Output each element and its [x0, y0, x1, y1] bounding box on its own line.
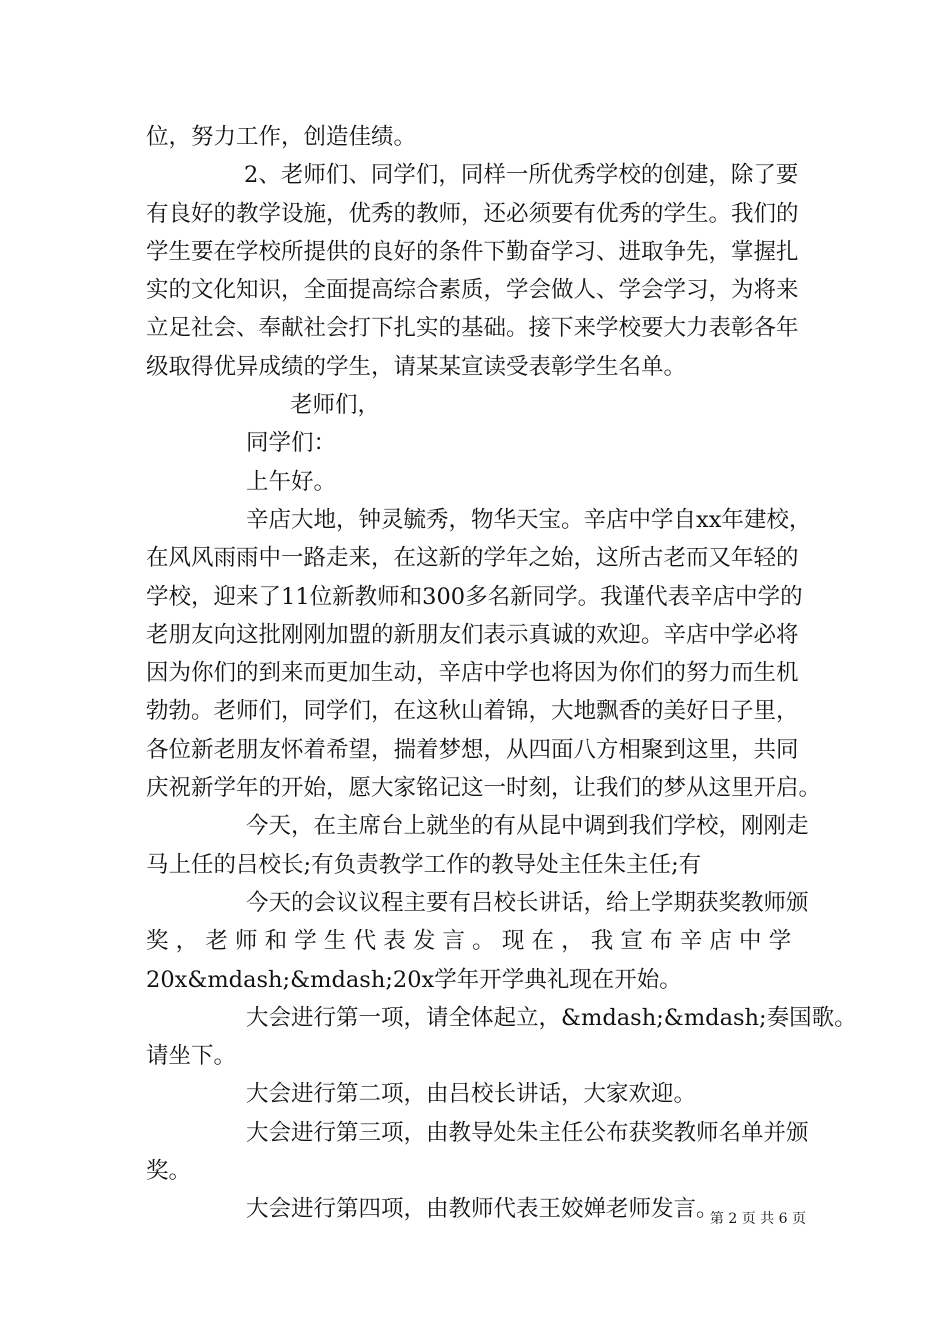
text-line: 20x&mdash;&mdash;20x学年开学典礼现在开始。 — [146, 966, 682, 993]
text-line: 大会进行第三项，由教导处朱主任公布获奖教师名单并颁 — [246, 1119, 809, 1146]
text-line: 位，努力工作，创造佳绩。 — [146, 124, 417, 150]
text-line: 各位新老朋友怀着希望，揣着梦想，从四面八方相聚到这里，共同 — [146, 736, 799, 763]
text-line: 大会进行第二项，由吕校长讲话，大家欢迎。 — [246, 1081, 697, 1108]
document-body — [146, 118, 857, 1229]
text-line: 老朋友向这批刚刚加盟的新朋友们表示真诚的欢迎。辛店中学必将 — [146, 621, 799, 648]
text-line: 大会进行第一项，请全体起立，&mdash;&mdash;奏国歌。 — [246, 1004, 857, 1031]
text-line: 庆祝新学年的开始，愿大家铭记这一时刻，让我们的梦从这里开启。 — [146, 775, 822, 802]
text-line: 实的文化知识，全面提高综合素质，学会做人、学会学习，为将来 — [146, 277, 799, 304]
text-line: 今天的会议议程主要有吕校长讲话，给上学期获奖教师颁 — [246, 889, 809, 916]
text-line: 今天，在主席台上就坐的有从昆中调到我们学校，刚刚走 — [246, 813, 809, 840]
text-line: 有良好的教学设施，优秀的教师，还必须要有优秀的学生。我们的 — [146, 200, 799, 227]
text-line: 奖 ， 老 师 和 学 生 代 表 发 言 。 现 在 ， 我 宣 布 辛 店 中 学 — [146, 928, 792, 955]
salutation-line: 同学们： — [246, 430, 337, 457]
text-line: 学生要在学校所提供的良好的条件下勤奋学习、进取争先，掌握扎 — [146, 238, 799, 265]
text-line: 学校，迎来了11位新教师和300多名新同学。我谨代表辛店中学的 — [146, 583, 803, 610]
page-number: 第 2 页 共 6 页 — [709, 1211, 806, 1227]
text-line: 级取得优异成绩的学生，请某某宣读受表彰学生名单。 — [146, 353, 687, 380]
text-line: 马上任的吕校长;有负责教学工作的教导处主任朱主任;有 — [146, 851, 702, 878]
text-line: 大会进行第四项，由教师代表王姣婵老师发言。 — [246, 1196, 719, 1223]
text-line: 在风风雨雨中一路走来，在这新的学年之始，这所古老而又年轻的 — [146, 545, 799, 572]
text-line: 因为你们的到来而更加生动，辛店中学也将因为你们的努力而生机 — [146, 660, 799, 687]
text-line: 请坐下。 — [146, 1043, 237, 1070]
text-line: 辛店大地，钟灵毓秀，物华天宝。辛店中学自xx年建校， — [246, 506, 812, 533]
text-line: 勃勃。老师们，同学们，在这秋山着锦，大地飘香的美好日子里， — [146, 698, 799, 725]
text-line: 立足社会、奉献社会打下扎实的基础。接下来学校要大力表彰各年 — [146, 315, 799, 342]
salutation-line: 老师们， — [290, 392, 381, 419]
text-line: 2、老师们、同学们，同样一所优秀学校的创建，除了要 — [244, 162, 799, 189]
greeting-line: 上午好。 — [246, 468, 337, 495]
text-line: 奖。 — [146, 1158, 192, 1185]
